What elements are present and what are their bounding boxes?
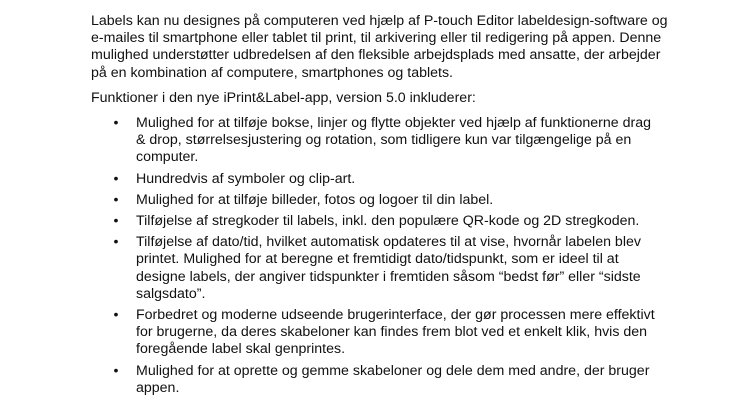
list-item [91, 171, 656, 188]
list-item-text: Mulighed for at oprette og gemme skabeloner og dele dem med andre, der bruger appen. [136, 362, 650, 396]
list-item-text: Mulighed for at tilføje bokse, linjer og flytte objekter ved hjælp af funktionerne drag & drop, størrelsesjustering og rotation, som tidligere kun var tilgængelige på en computer. [136, 115, 651, 166]
functions-heading: Funktioner i den nye iPrint&Label-app, version 5.0 inkluderer: [91, 89, 476, 106]
bullet-icon: • [113, 307, 119, 324]
list-item-text: Forbedret og moderne udseende brugerinterface, der gør processen mere effektivt for brugerne, da deres skabeloner kan findes frem blot ved et enkelt klik, hvis den foregående label skal genprintes. [136, 307, 655, 358]
features-list [91, 115, 671, 397]
list-item [91, 115, 656, 167]
list-item-text: Tilføjelse af dato/tid, hvilket automatisk opdateres til at vise, hvornår labelen blev printet. Mulighed for at beregne et fremtidigt dato/tidspunkt, som er ideel til at designe labels, der angiver tidspunkter i fremtiden såsom “bedst før” eller “sidste salgsdato”. [136, 234, 641, 302]
bullet-icon: • [113, 362, 119, 379]
bullet-icon: • [113, 115, 119, 132]
list-item-text: Tilføjelse af stregkoder til labels, inkl. den populære QR-kode og 2D stregkoden. [136, 213, 640, 230]
list-item [91, 363, 656, 397]
document-page [91, 13, 671, 401]
bullet-icon: • [113, 213, 119, 230]
bullet-icon: • [113, 170, 119, 187]
list-item [91, 307, 656, 359]
list-item-text: Mulighed for at tilføje billeder, fotos og logoer til din label. [136, 191, 494, 208]
list-item [91, 234, 656, 303]
bullet-icon: • [113, 234, 119, 251]
bullet-icon: • [113, 191, 119, 208]
intro-paragraph: Labels kan nu designes på computeren ved hjælp af P-touch Editor labeldesign-software og e-mailes til smartphone eller tablet til print, til arkivering eller til redigering på appen. Denne mulighed understøtter udbredelsen af den fleksible arbejdsplads med ansatte, der arbejder på en kombination af computere, smartphones og tablets. [91, 13, 668, 81]
list-item [91, 192, 656, 209]
list-item [91, 213, 656, 230]
list-item-text: Hundredvis af symboler og clip-art. [136, 170, 356, 187]
